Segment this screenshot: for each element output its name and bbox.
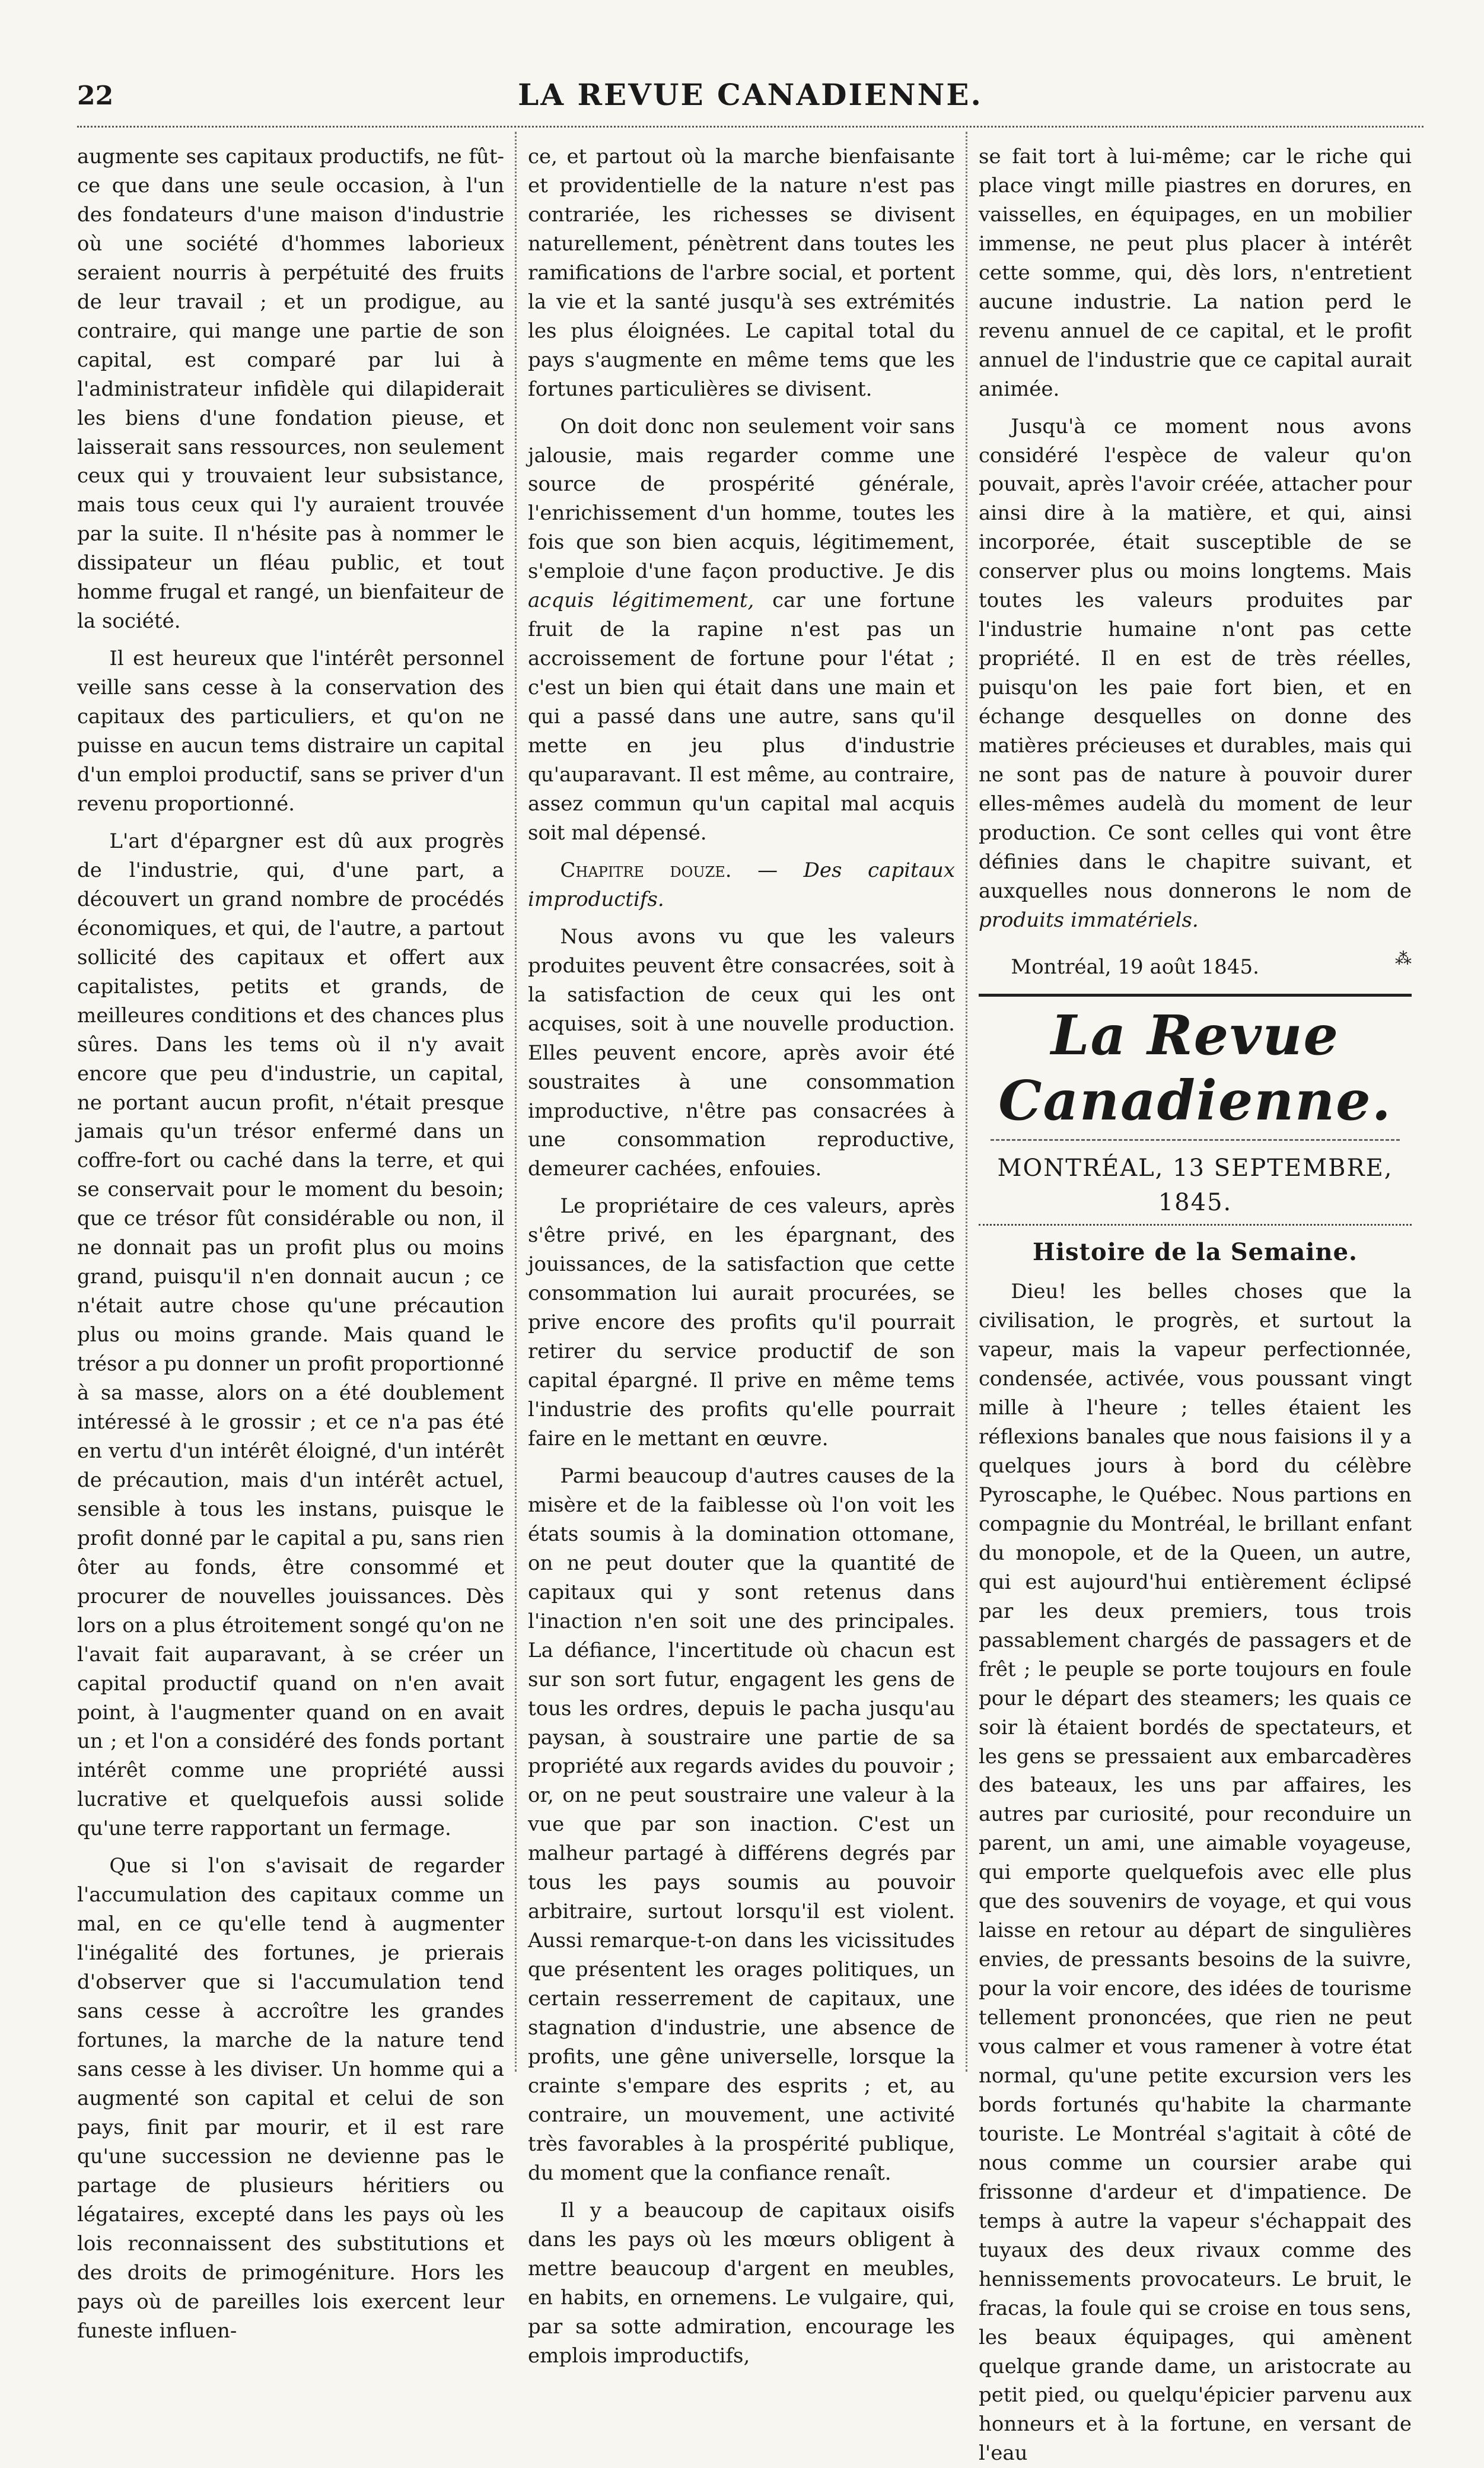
- ornamental-rule: [991, 1139, 1400, 1141]
- header-divider: [77, 126, 1424, 128]
- paragraph: Dieu! les belles choses que la civilisation, le progrès, et surtout la vapeur, mais la vapeur perfectionnée, condensée, activée, vous poussant vingt mille à l'heure ; telles étaient les réflexions banales que nous faisions il y a quelques jours à bord du célèbre Pyroscaphe, le Québec. Nous partions en compagnie du Montréal, le brillant enfant du monopole, et de la Queen, un autre, qui est aujourd'hui entièrement éclipsé par les deux premiers, tous trois passablement chargés de passagers et de frêt ; le peuple se porte toujours en foule pour le départ des steamers; les quais ce soir là étaient bordés de spectateurs, et les gens se pressaient aux embarcadères des bateaux, les uns par affaires, les autres par curiosité, pour reconduire un parent, un ami, une aimable voyageuse, qui emporte quelquefois avec elle plus que des souvenirs de voyage, et qui vous laisse en retour au départ de singulières envies, de pressants besoins de la suivre, pour la voir encore, des idées de tourisme tellement prononcées, que rien ne peut vous calmer et vous ramener à votre état normal, qu'une petite excursion vers les bords fortunés qu'habite la charmante touriste. Le Montréal s'agitait à côté de nous comme un coursier arabe qui frissonne d'ardeur et d'impatience. De temps à autre la vapeur s'échappait des tuyaux des deux rivaux comme des hennissements provocateurs. Le bruit, le fracas, la foule qui se croise en tous sens, les beaux équipages, qui amènent quelque grande dame, un aristocrate au petit pied, ou quelqu'épicier parvenu aux honneurs et à la fortune, en versant de l'eau: [979, 1280, 1412, 2466]
- dateline: MONTRÉAL, 13 SEPTEMBRE, 1845.: [997, 1155, 1393, 1217]
- paragraph: L'art d'épargner est dû aux progrès de l'industrie, qui, d'une part, a découvert un grand nombre de procédés économiques, et qui, de l'autre, a partout sollicité des capitaux et offert aux capitalistes, petits et grands, de meilleures conditions et des chances plus sûres. Dans les tems où il n'y avait encore que peu d'industrie, un capital, ne portant aucun profit, n'était presque jamais qu'un trésor enfermé dans un coffre-fort ou caché dans la terre, et qui se conservait pour le moment du besoin; que ce trésor fût considérable ou non, il ne donnait pas un profit plus ou moins grand, puisqu'il n'en donnait aucun ; ce n'était autre chose qu'une précaution plus ou moins grande. Mais quand le trésor a pu donner un profit proportionné à sa masse, alors on a été doublement intéressé à le grossir ; et ce n'a pas été en vertu d'un intérêt éloigné, d'un intérêt de précaution, mais d'un intérêt actuel, sensible à tous les instans, puisque le profit donné par le capital a pu, sans rien ôter au fonds, être consommé et procurer de nouvelles jouissances. Dès lors on a plus étroitement songé qu'on ne l'avait fait auparavant, à se créer un capital productif quand on n'en avait point, à l'augmenter quand on en avait un ; et l'on a considéré des fonds portant intérêt comme une propriété aussi lucrative et quelquefois aussi solide qu'une terre rapportant un fermage.: [77, 829, 504, 1841]
- column-divider-2: [966, 132, 967, 2072]
- page-header: [77, 77, 1424, 113]
- emphasis-text: acquis légitimement,: [528, 589, 754, 613]
- paragraph: se fait tort à lui-même; car le riche qui place vingt mille piastres en dorures, en vaisselles, en équipages, en un mobilier immense, ne peut plus placer à intérêt cette somme, qui, dès lors, n'entretient aucune industrie. La nation perd le revenu annuel de ce capital, et le profit annuel de l'industrie que ce capital aurait animée.: [979, 145, 1412, 401]
- column-divider-1: [515, 132, 517, 2072]
- masthead: La Revue Canadienne.: [998, 1003, 1392, 1133]
- paragraph: Nous avons vu que les valeurs produites peuvent être consacrées, soit à la satisfaction de ceux qui les ont acquises, soit à une nouvelle production. Elles peuvent encore, après avoir été soustraites à une consommation improductive, n'être pas consacrées à une consommation reproductive, demeurer cachées, enfouies.: [528, 924, 955, 1181]
- paragraph: Il y a beaucoup de capitaux oisifs dans les pays où les mœurs obligent à mettre beaucoup d'argent en meubles, en habits, en ornemens. Le vulgaire, qui, par sa sotte admiration, encourage les emplois improductifs,: [528, 2198, 955, 2368]
- signoff: [979, 948, 1412, 982]
- emphasis-text: produits immatériels.: [979, 908, 1199, 932]
- paragraph-text: car une fortune fruit de la rapine n'est pas un accroissement de fortune pour l'état ; c'est un bien qui était dans une main et qui a passé dans une autre, sans qu'il mette en jeu plus d'industrie qu'auparavant. Il est même, au contraire, assez commun qu'un capital mal acquis soit mal dépensé.: [528, 589, 955, 845]
- chapter-title: Des capitaux improductifs.: [528, 858, 955, 911]
- paragraph-text: Jusqu'à ce moment nous avons considéré l'espèce de valeur qu'on pouvait, après l'avoir créée, attacher pour ainsi dire à la matière, et qui, ainsi incorporée, était susceptible de se conserver plus ou moins longtems. Mais toutes les valeurs produites par l'industrie humaine n'ont pas cette propriété. Il en est de très réelles, puisqu'on les paie fort bien, et en échange desquelles on donne des matières précieuses et durables, mais qui ne sont pas de nature à pouvoir durer elles-mêmes audelà du moment de leur production. Ce sont celles qui vont être définies dans le chapitre suivant, et auxquelles nous donnerons le nom de: [979, 414, 1412, 903]
- chapter-dash: —: [731, 858, 804, 882]
- column-right: [979, 142, 1412, 2466]
- column-left: [77, 142, 504, 2343]
- paragraph: [528, 412, 955, 848]
- chapter-heading: [528, 856, 955, 914]
- paragraph: Que si l'on s'avisait de regarder l'accumulation des capitaux comme un mal, en ce qu'elle tend à augmenter l'inégalité des fortunes, je prierais d'observer que si l'accumulation tend sans cesse à accroître les grandes fortunes, la marche de la nature tend sans cesse à les diviser. Un homme qui a augmenté son capital et celui de son pays, finit par mourir, et il est rare qu'une succession ne devienne pas le partage de plusieurs héritiers ou légataires, excepté dans les pays où les lois reconnaissent des substitutions et des droits de primogéniture. Hors les pays où de pareilles lois exercent leur funeste influen-: [77, 1854, 504, 2343]
- paragraph: Il est heureux que l'intérêt personnel veille sans cesse à la conservation des capitaux des particuliers, et qu'on ne puisse en aucun tems distraire un capital d'un emploi productif, sans se priver d'un revenu proportionné.: [77, 647, 504, 816]
- dotted-rule: [979, 1224, 1412, 1226]
- section-title: Histoire de la Semaine.: [1033, 1238, 1358, 1266]
- paragraph: augmente ses capitaux productifs, ne fût-ce que dans une seule occasion, à l'un des fondateurs d'une maison d'industrie où une société d'hommes laborieux seraient nourris à perpétuité des fruits de leur travail ; et un prodigue, au contraire, qui mange une partie de son capital, est comparé par lui à l'administrateur infidèle qui dilapiderait les biens d'une fondation pieuse, et laisserait sans ressources, non seulement ceux qui y trouvaient leur subsistance, mais tous ceux qui l'y auraient trouvée par la suite. Il n'hésite pas à nommer le dissipateur un fléau public, et tout homme frugal et rangé, un bienfaiteur de la société.: [77, 145, 504, 634]
- signoff-date: Montréal, 19 août 1845.: [1011, 955, 1259, 979]
- running-title: LA REVUE CANADIENNE.: [518, 77, 983, 112]
- column-middle: [528, 142, 955, 2368]
- chapter-label: Chapitre douze.: [560, 858, 732, 882]
- asterism-ornament: ⁂: [1395, 948, 1412, 968]
- paragraph: Parmi beaucoup d'autres causes de la misère et de la faiblesse où l'on voit les états soumis à la domination ottomane, on ne peut douter que la quantité de capitaux qui y sont retenus dans l'inaction n'en soit une des principales. La défiance, l'incertitude où chacun est sur son sort futur, engagent les gens de tous les ordres, depuis le pacha jusqu'au paysan, à soustraire une partie de sa propriété aux regards avides du pouvoir ; or, on ne peut soustraire une valeur à la vue que par son inaction. C'est un malheur partagé à différens degrés par tous les pays soumis au pouvoir arbitraire, surtout lorsqu'il est violent. Aussi remarque-t-on dans les vicissitudes que présentent les orages politiques, un certain resserrement de capitaux, une stagnation d'industrie, une absence de profits, une gêne universelle, lorsque la crainte s'empare des esprits ; et, au contraire, un mouvement, une activité très favorables à la prospérité publique, du moment que la confiance renaît.: [528, 1464, 955, 2185]
- paragraph: Le propriétaire de ces valeurs, après s'être privé, en les épargnant, des jouissances, de la satisfaction que cette consommation lui aurait procurées, se prive encore des profits qu'il pourrait retirer du service productif de son capital épargné. Il prive en même tems l'industrie des profits qu'elle pourrait faire en le mettant en œuvre.: [528, 1194, 955, 1451]
- section-bar: [979, 994, 1412, 997]
- paragraph: ce, et partout où la marche bienfaisante et providentielle de la nature n'est pas contrariée, les richesses se divisent naturellement, pénètrent dans toutes les ramifications de l'arbre social, et portent la vie et la santé jusqu'à ses extrémités les plus éloignées. Le capital total du pays s'augmente en même tems que les fortunes particulières se divisent.: [528, 145, 955, 401]
- paragraph-text: On doit donc non seulement voir sans jalousie, mais regarder comme une source de prospérité générale, l'enrichissement d'un homme, toutes les fois que son bien acquis, légitimement, s'emploie d'une façon productive. Je dis: [528, 414, 955, 584]
- page-number: 22: [77, 81, 114, 111]
- paragraph: [979, 412, 1412, 935]
